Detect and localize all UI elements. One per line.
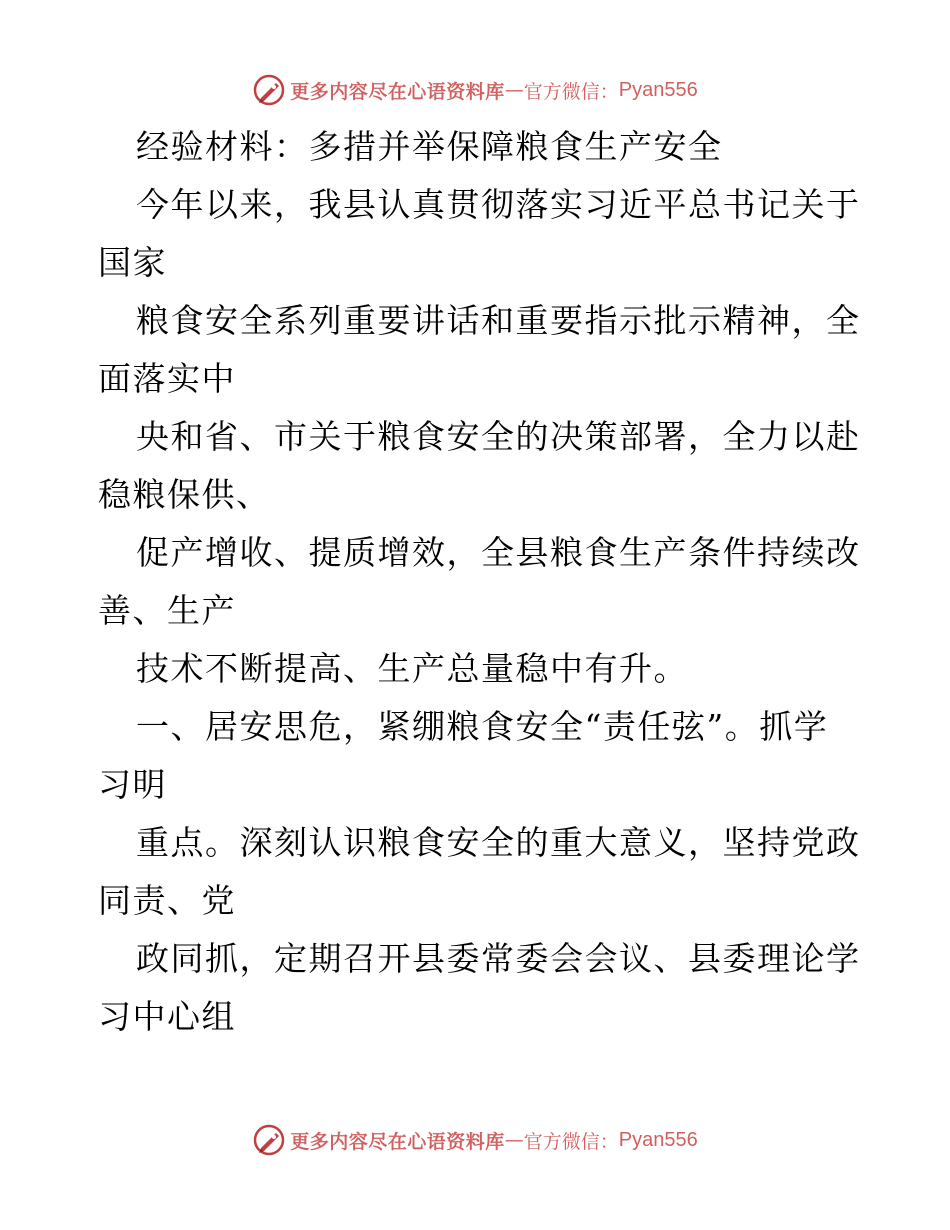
document-line: 同责、党 xyxy=(98,881,236,920)
document-line: 稳粮保供、 xyxy=(98,475,271,514)
document-line: 重点。深刻认识粮食安全的重大意义，坚持党政 xyxy=(136,823,861,862)
document-line: 央和省、市关于粮食安全的决策部署，全力以赴 xyxy=(136,417,861,456)
document-line: 粮食安全系列重要讲话和重要指示批示精神，全 xyxy=(136,301,861,340)
watermark-label: 官方微信： xyxy=(523,1130,619,1153)
watermark-dash: — xyxy=(504,1129,524,1151)
document-body xyxy=(98,118,861,1046)
watermark-brand: 更多内容尽在心语资料库 xyxy=(290,80,505,103)
document-line: 国家 xyxy=(98,243,167,282)
document-lines xyxy=(98,176,861,1046)
document-line: 技术不断提高、生产总量稳中有升。 xyxy=(136,649,688,688)
watermark-label: 官方微信： xyxy=(523,80,619,103)
pen-logo-icon xyxy=(252,1123,286,1157)
document-line: 面落实中 xyxy=(98,359,236,398)
watermark-brand: 更多内容尽在心语资料库 xyxy=(290,1130,505,1153)
document-line: 政同抓，定期召开县委常委会会议、县委理论学 xyxy=(136,939,861,978)
header-watermark xyxy=(0,70,950,110)
document-line: 善、生产 xyxy=(98,591,236,630)
watermark-id: Pyan556 xyxy=(618,78,698,101)
document-line: 今年以来，我县认真贯彻落实习近平总书记关于 xyxy=(136,185,861,224)
pen-logo-icon xyxy=(252,73,286,107)
document-line: 习中心组 xyxy=(98,997,236,1036)
watermark-dash: — xyxy=(504,79,524,101)
document-title: 经验材料：多措并举保障粮食生产安全 xyxy=(136,127,723,166)
document-line: 促产增收、提质增效，全县粮食生产条件持续改 xyxy=(136,533,861,572)
document-line: 一、居安思危，紧绷粮食安全“责任弦”。抓学 xyxy=(136,707,829,746)
document-line: 习明 xyxy=(98,765,167,804)
footer-watermark xyxy=(0,1120,950,1160)
watermark-id: Pyan556 xyxy=(618,1128,698,1151)
